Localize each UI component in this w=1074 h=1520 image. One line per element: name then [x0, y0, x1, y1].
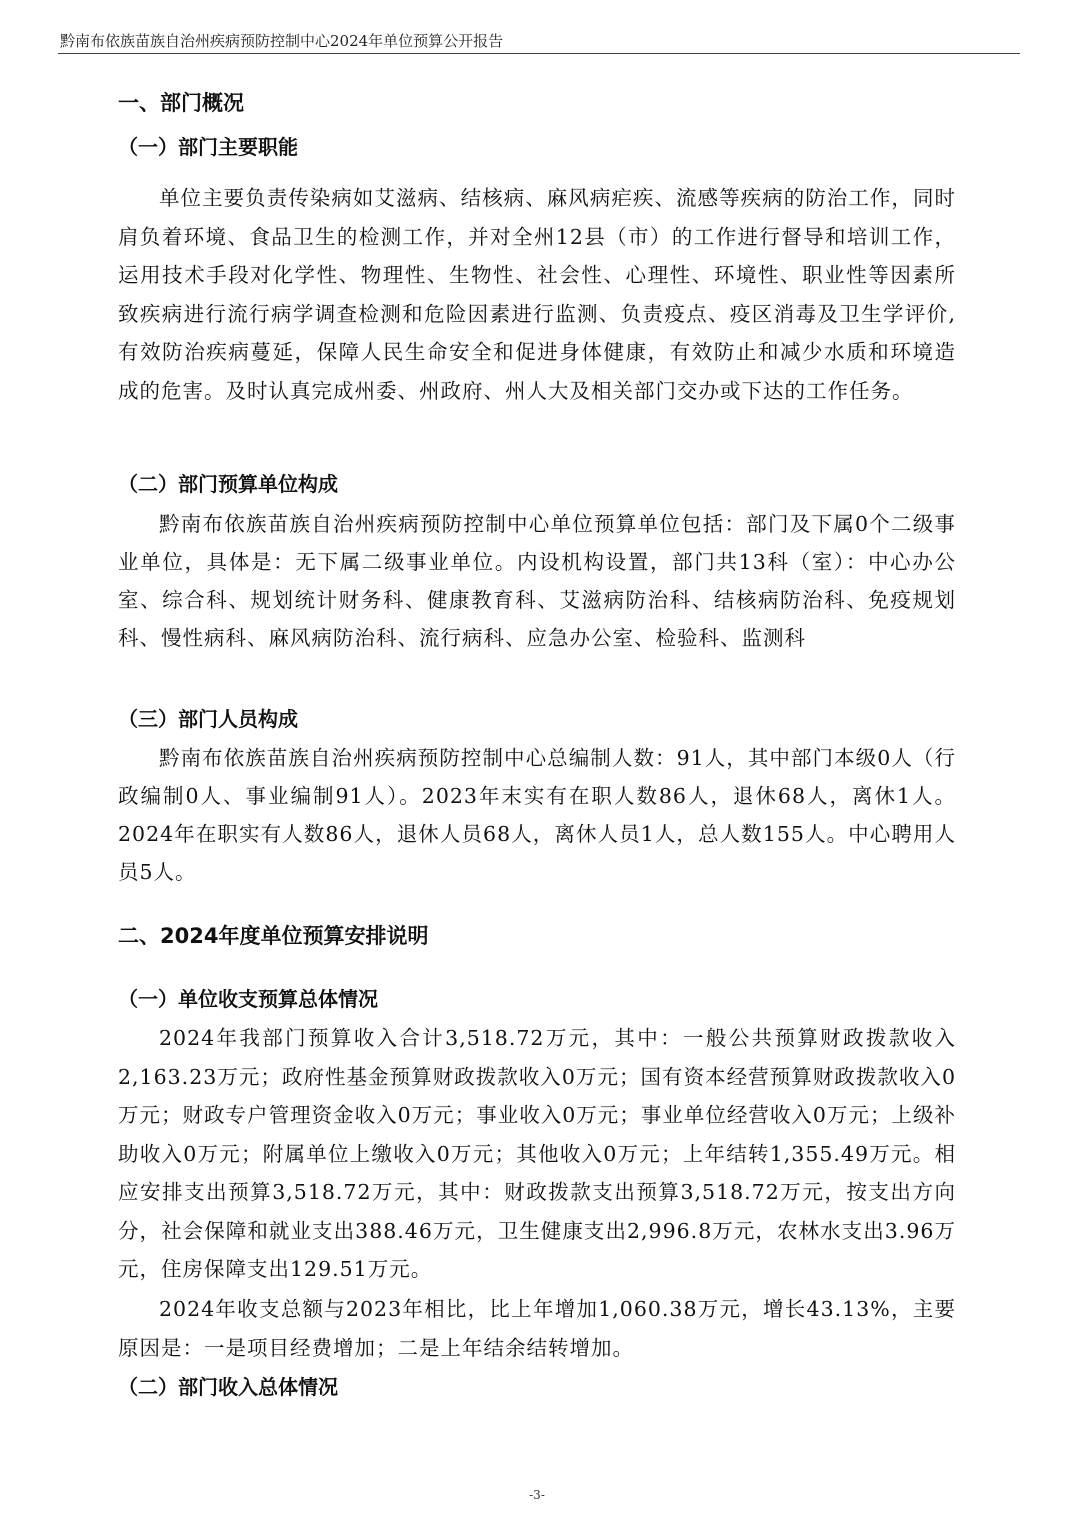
- section-heading-budget-2024: 二、2024年度单位预算安排说明: [118, 924, 429, 948]
- paragraph-main-functions: 单位主要负责传染病如艾滋病、结核病、麻风病疟疾、流感等疾病的防治工作，同时肩负着环境、食品卫生的检测工作，并对全州12县（市）的工作进行督导和培训工作，运用技术手段对化学性、物理性、生物性、社会性、心理性、环境性、职业性等因素所致疾病进行流行病学调查检测和危险因素进行监测、负责疫点、疫区消毒及卫生学评价,有效防治疾病蔓延，保障人民生命安全和促进身体健康，有效防止和减少水质和环境造成的危害。及时认真完成州委、州政府、州人大及相关部门交办或下达的工作任务。: [118, 186, 956, 403]
- subsection-heading-staff: （三）部门人员构成: [118, 707, 298, 731]
- paragraph-budget-units: 黔南布依族苗族自治州疾病预防控制中心单位预算单位包括：部门及下属0个二级事业单位，具体是：无下属二级事业单位。内设机构设置，部门共13科（室）：中心办公室、综合科、规划统计财务科、健康教育科、艾滋病防治科、结核病防治科、免疫规划科、慢性病科、麻风病防治科、流行病科、应急办公室、检验科、监测科: [118, 512, 956, 650]
- subsection-heading-main-functions: （一）部门主要职能: [118, 135, 298, 159]
- subsection-heading-budget-units: （二）部门预算单位构成: [118, 472, 338, 496]
- section-heading-overview: 一、部门概况: [118, 91, 244, 115]
- paragraph-income-expense: 2024年我部门预算收入合计3,518.72万元，其中：一般公共预算财政拨款收入2,163.23万元；政府性基金预算财政拨款收入0万元；国有资本经营预算财政拨款收入0万元；财政专户管理资金收入0万元；事业收入0万元；事业单位经营收入0万元；上级补助收入0万元；附属单位上缴收入0万元；其他收入0万元；上年结转1,355.49万元。相应安排支出预算3,518.72万元，其中：财政拨款支出预算3,518.72万元，按支出方向分，社会保障和就业支出388.46万元，卫生健康支出2,996.8万元，农林水支出3.96万元，住房保障支出129.51万元。: [118, 1026, 956, 1281]
- subsection-heading-department-income: （二）部门收入总体情况: [118, 1375, 338, 1399]
- subsection-heading-income-expense: （一）单位收支预算总体情况: [118, 987, 378, 1011]
- running-header: 黔南布依族苗族自治州疾病预防控制中心2024年单位预算公开报告: [60, 32, 504, 50]
- paragraph-year-comparison: 2024年收支总额与2023年相比，比上年增加1,060.38万元，增长43.13%，主要原因是：一是项目经费增加；二是上年结余结转增加。: [118, 1297, 956, 1360]
- page-number: -3-: [529, 1488, 545, 1502]
- header-divider: [58, 53, 1020, 54]
- paragraph-staff: 黔南布依族苗族自治州疾病预防控制中心总编制人数：91人，其中部门本级0人（行政编制0人、事业编制91人）。2023年末实有在职人数86人，退休68人，离休1人。2024年在职实有人数86人，退休人员68人，离休人员1人，总人数155人。中心聘用人员5人。: [118, 746, 956, 884]
